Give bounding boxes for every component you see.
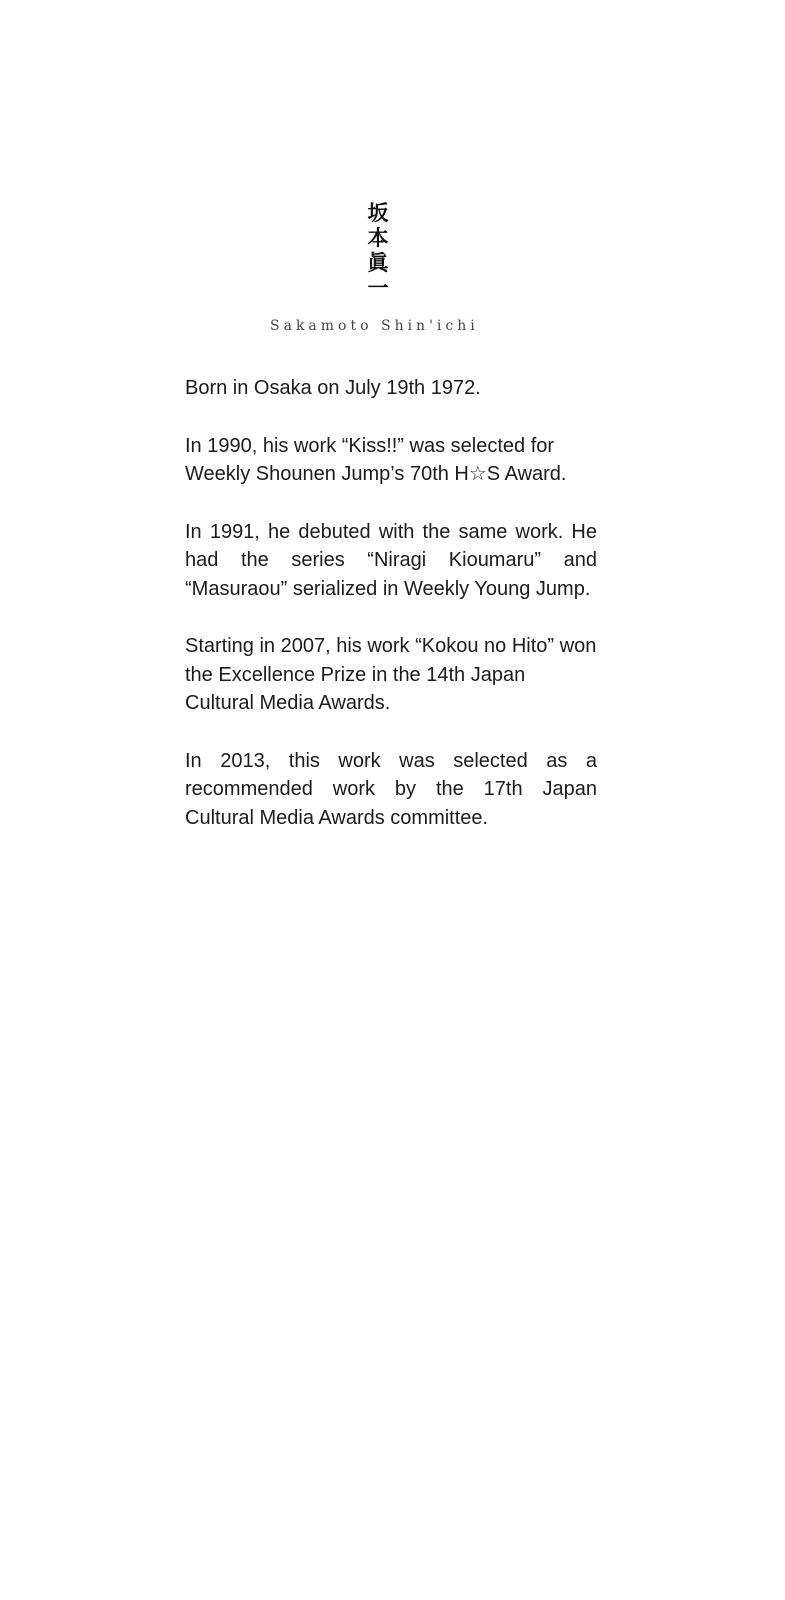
bio-paragraph-debut-1991: In 1991, he debuted with the same work. He had the series “Niragi Kioumaru” and “Masuraou” serialized in Weekly Young Jump. <box>185 520 597 600</box>
kanji-char: 坂 <box>367 200 389 225</box>
author-name-romaji: Sakamoto Shin'ichi <box>270 318 479 334</box>
kanji-char: 眞 <box>367 250 389 275</box>
author-biography <box>185 374 597 861</box>
bio-paragraph-birth: Born in Osaka on July 19th 1972. <box>185 377 481 399</box>
author-name-kanji <box>363 200 393 300</box>
bio-paragraph-award-1990: In 1990, his work “Kiss!!” was selected for Weekly Shounen Jump’s 70th H☆S Award. <box>185 434 567 485</box>
bio-paragraph-recommendation-2013: In 2013, this work was selected as a recommended work by the 17th Japan Cultural Media Awards committee. <box>185 749 597 829</box>
kanji-char: 本 <box>367 225 389 250</box>
kanji-char: 一 <box>367 275 389 300</box>
bio-paragraph-prize-2007: Starting in 2007, his work “Kokou no Hito” won the Excellence Prize in the 14th Japan Cultural Media Awards. <box>185 635 597 714</box>
